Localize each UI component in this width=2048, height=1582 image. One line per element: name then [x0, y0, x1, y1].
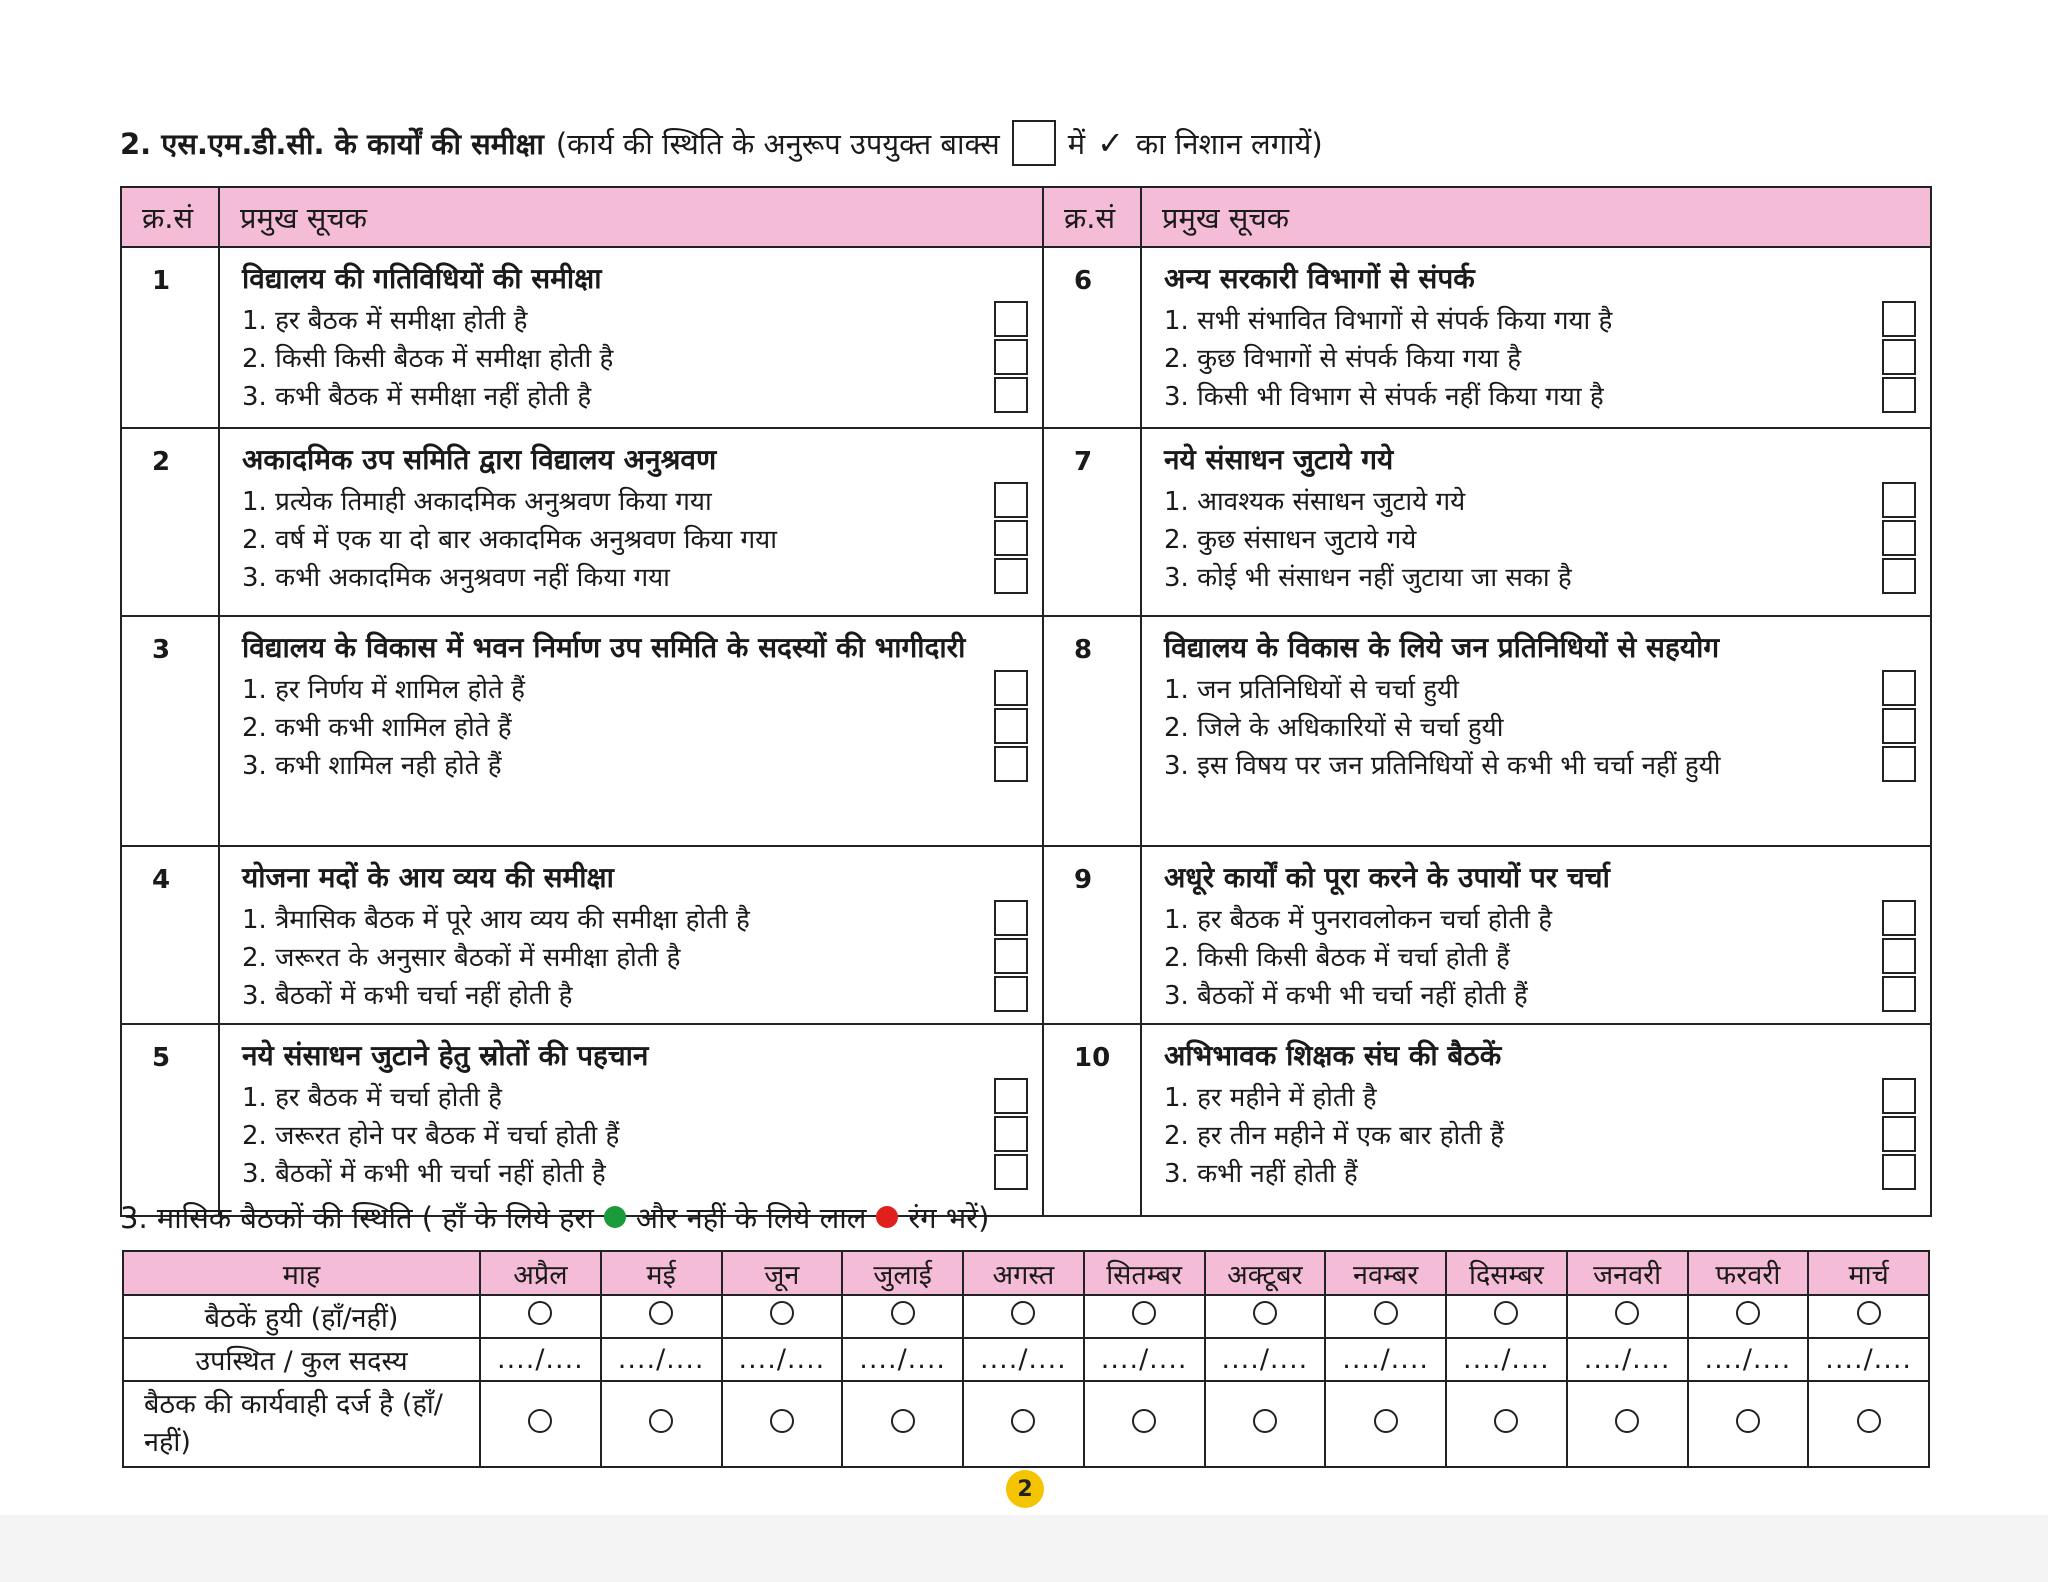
option-checkbox[interactable]	[994, 708, 1028, 744]
indicator-serial-number: 10	[1043, 1024, 1141, 1216]
indicator-cell	[1141, 1024, 1931, 1216]
meeting-held-circle[interactable]	[770, 1301, 794, 1325]
option-checkbox[interactable]	[994, 670, 1028, 706]
option-checkbox[interactable]	[1882, 301, 1916, 337]
meeting-held-circle[interactable]	[1132, 1301, 1156, 1325]
indicator-title: नये संसाधन जुटाये गये	[1164, 443, 1394, 476]
meeting-held-circle[interactable]	[649, 1301, 673, 1325]
indicator-option	[242, 376, 1028, 414]
indicator-option	[1164, 1115, 1916, 1153]
month-header: अक्टूबर	[1205, 1251, 1326, 1295]
attendance-cell[interactable]: ..../....	[722, 1338, 843, 1381]
minutes-recorded-label: बैठक की कार्यवाही दर्ज है (हाँ/नहीं)	[123, 1381, 480, 1467]
month-header-label: माह	[123, 1251, 480, 1295]
option-label: 3. कभी बैठक में समीक्षा नहीं होती है	[242, 382, 592, 412]
meeting-held-cell	[480, 1295, 601, 1338]
meeting-held-cell	[1688, 1295, 1809, 1338]
section3-title: 3. मासिक बैठकों की स्थिति ( हाँ के लिये हरा	[120, 1200, 594, 1235]
meeting-held-circle[interactable]	[1011, 1301, 1035, 1325]
indicator-option	[1164, 899, 1916, 937]
indicator-cell	[219, 247, 1043, 428]
indicator-title: अकादमिक उप समिति द्वारा विद्यालय अनुश्रवण	[242, 443, 717, 476]
indicator-title: नये संसाधन जुटाने हेतु स्रोतों की पहचान	[242, 1039, 649, 1072]
option-checkbox[interactable]	[1882, 339, 1916, 375]
option-checkbox[interactable]	[1882, 1116, 1916, 1152]
option-label: 3. बैठकों में कभी भी चर्चा नहीं होती है	[242, 1159, 606, 1189]
minutes-recorded-cell	[842, 1381, 963, 1467]
option-checkbox[interactable]	[1882, 482, 1916, 518]
option-checkbox[interactable]	[1882, 1078, 1916, 1114]
option-checkbox[interactable]	[994, 377, 1028, 413]
tick-mark-icon: ✓	[1097, 124, 1124, 162]
meeting-held-circle[interactable]	[1494, 1301, 1518, 1325]
option-label: 2. जिले के अधिकारियों से चर्चा हुयी	[1164, 713, 1504, 743]
meeting-held-cell	[722, 1295, 843, 1338]
option-checkbox[interactable]	[1882, 558, 1916, 594]
option-checkbox[interactable]	[1882, 520, 1916, 556]
minutes-recorded-circle[interactable]	[891, 1409, 915, 1433]
indicator-option	[1164, 338, 1916, 376]
option-label: 3. बैठकों में कभी चर्चा नहीं होती है	[242, 981, 573, 1011]
minutes-recorded-circle[interactable]	[1494, 1409, 1518, 1433]
option-label: 1. हर बैठक में समीक्षा होती है	[242, 306, 528, 336]
month-header: दिसम्बर	[1446, 1251, 1567, 1295]
option-label: 1. त्रैमासिक बैठक में पूरे आय व्यय की समीक्षा होती है	[242, 905, 750, 935]
review-table-header	[121, 187, 1931, 247]
option-checkbox[interactable]	[1882, 746, 1916, 782]
indicator-serial-number: 4	[121, 846, 219, 1024]
option-label: 1. प्रत्येक तिमाही अकादमिक अनुश्रवण किया गया	[242, 487, 712, 517]
option-label: 2. कुछ विभागों से संपर्क किया गया है	[1164, 344, 1522, 374]
minutes-recorded-circle[interactable]	[649, 1409, 673, 1433]
month-header: सितम्बर	[1084, 1251, 1205, 1295]
option-label: 3. कभी अकादमिक अनुश्रवण नहीं किया गया	[242, 563, 670, 593]
meetings-held-label: बैठकें हुयी (हाँ/नहीं)	[123, 1295, 480, 1338]
month-header: अप्रैल	[480, 1251, 601, 1295]
indicator-serial-number: 7	[1043, 428, 1141, 616]
indicator-option	[1164, 376, 1916, 414]
option-label: 1. हर बैठक में चर्चा होती है	[242, 1083, 502, 1113]
option-label: 3. बैठकों में कभी भी चर्चा नहीं होती हैं	[1164, 981, 1528, 1011]
red-dot-icon	[876, 1206, 898, 1228]
attendance-cell[interactable]: ..../....	[963, 1338, 1084, 1381]
footer-band	[0, 1515, 2048, 1582]
month-header: मार्च	[1808, 1251, 1929, 1295]
indicator-option	[1164, 975, 1916, 1013]
option-checkbox[interactable]	[1882, 708, 1916, 744]
indicator-serial-number: 2	[121, 428, 219, 616]
indicator-option	[1164, 1153, 1916, 1191]
option-checkbox[interactable]	[994, 938, 1028, 974]
month-header: जून	[722, 1251, 843, 1295]
minutes-recorded-circle[interactable]	[1011, 1409, 1035, 1433]
indicator-title: अधूरे कार्यों को पूरा करने के उपायों पर चर्चा	[1164, 861, 1610, 894]
option-checkbox[interactable]	[1882, 377, 1916, 413]
meeting-held-circle[interactable]	[1857, 1301, 1881, 1325]
meeting-held-circle[interactable]	[1615, 1301, 1639, 1325]
section3-instruction-part2: और नहीं के लिये लाल	[635, 1200, 867, 1235]
indicator-cell	[219, 428, 1043, 616]
option-checkbox[interactable]	[1882, 900, 1916, 936]
option-label: 2. जरूरत होने पर बैठक में चर्चा होती हैं	[242, 1121, 620, 1151]
col-header-indicator-left: प्रमुख सूचक	[219, 187, 1043, 247]
option-label: 2. कभी कभी शामिल होते हैं	[242, 713, 512, 743]
review-row	[121, 428, 1931, 616]
col-header-sn-left: क्र.सं	[121, 187, 219, 247]
option-label: 3. इस विषय पर जन प्रतिनिधियों से कभी भी चर्चा नहीं हुयी	[1164, 751, 1721, 781]
minutes-recorded-cell	[722, 1381, 843, 1467]
indicator-option	[242, 481, 1028, 519]
green-dot-icon	[604, 1206, 626, 1228]
indicator-serial-number: 5	[121, 1024, 219, 1216]
minutes-recorded-cell	[480, 1381, 601, 1467]
section3-instruction-part3: रंग भरें)	[908, 1200, 990, 1235]
option-checkbox[interactable]	[994, 1116, 1028, 1152]
minutes-recorded-cell	[1325, 1381, 1446, 1467]
col-header-indicator-right: प्रमुख सूचक	[1141, 187, 1931, 247]
minutes-recorded-circle[interactable]	[1857, 1409, 1881, 1433]
month-header: जनवरी	[1567, 1251, 1688, 1295]
attendance-cell[interactable]: ..../....	[601, 1338, 722, 1381]
attendance-cell[interactable]: ..../....	[1688, 1338, 1809, 1381]
indicator-cell	[1141, 247, 1931, 428]
indicator-cell	[1141, 846, 1931, 1024]
option-label: 3. कभी नहीं होती हैं	[1164, 1159, 1358, 1189]
section2-instruction-part3: का निशान लगायें)	[1135, 126, 1323, 161]
option-label: 1. आवश्यक संसाधन जुटाये गये	[1164, 487, 1466, 517]
option-label: 2. किसी किसी बैठक में समीक्षा होती है	[242, 344, 614, 374]
attendance-cell[interactable]: ..../....	[1808, 1338, 1929, 1381]
indicator-option	[242, 707, 1028, 745]
attendance-cell[interactable]: ..../....	[1325, 1338, 1446, 1381]
page-number-badge: 2	[1006, 1470, 1044, 1508]
indicator-serial-number: 3	[121, 616, 219, 846]
option-checkbox[interactable]	[1882, 1154, 1916, 1190]
minutes-recorded-row	[123, 1381, 1929, 1467]
option-label: 3. किसी भी विभाग से संपर्क नहीं किया गया है	[1164, 382, 1604, 412]
meeting-held-circle[interactable]	[1374, 1301, 1398, 1325]
indicator-title: विद्यालय के विकास के लिये जन प्रतिनिधियों से सहयोग	[1164, 631, 1720, 664]
option-checkbox[interactable]	[994, 520, 1028, 556]
meeting-held-circle[interactable]	[528, 1301, 552, 1325]
option-label: 1. हर महीने में होती है	[1164, 1083, 1377, 1113]
indicator-title: विद्यालय की गतिविधियों की समीक्षा	[242, 262, 602, 295]
indicator-serial-number: 9	[1043, 846, 1141, 1024]
indicator-option	[1164, 937, 1916, 975]
example-checkbox-icon	[1012, 120, 1056, 166]
month-header: अगस्त	[963, 1251, 1084, 1295]
option-label: 2. हर तीन महीने में एक बार होती हैं	[1164, 1121, 1504, 1151]
option-checkbox[interactable]	[994, 746, 1028, 782]
month-header: फरवरी	[1688, 1251, 1809, 1295]
minutes-recorded-cell	[1567, 1381, 1688, 1467]
meeting-held-cell	[1084, 1295, 1205, 1338]
option-label: 1. जन प्रतिनिधियों से चर्चा हुयी	[1164, 675, 1459, 705]
indicator-option	[242, 338, 1028, 376]
option-checkbox[interactable]	[994, 339, 1028, 375]
option-label: 1. हर बैठक में पुनरावलोकन चर्चा होती है	[1164, 905, 1553, 935]
indicator-option	[242, 899, 1028, 937]
indicator-option	[1164, 745, 1916, 783]
option-label: 3. कभी शामिल नही होते हैं	[242, 751, 502, 781]
meeting-held-cell	[1567, 1295, 1688, 1338]
option-checkbox[interactable]	[1882, 670, 1916, 706]
review-row	[121, 1024, 1931, 1216]
option-checkbox[interactable]	[994, 301, 1028, 337]
section2-heading	[120, 118, 1920, 168]
indicator-option	[242, 669, 1028, 707]
indicator-title: योजना मदों के आय व्यय की समीक्षा	[242, 861, 614, 894]
meeting-held-circle[interactable]	[891, 1301, 915, 1325]
indicator-serial-number: 8	[1043, 616, 1141, 846]
indicator-cell	[1141, 616, 1931, 846]
option-label: 2. जरूरत के अनुसार बैठकों में समीक्षा होती है	[242, 943, 681, 973]
indicator-option	[1164, 1077, 1916, 1115]
section3-heading	[120, 1192, 1920, 1242]
meeting-held-cell	[1446, 1295, 1567, 1338]
meeting-held-cell	[601, 1295, 722, 1338]
indicator-option	[242, 1115, 1028, 1153]
monthly-meetings-table	[122, 1250, 1930, 1468]
option-checkbox[interactable]	[1882, 976, 1916, 1012]
indicator-cell	[219, 616, 1043, 846]
minutes-recorded-cell	[1084, 1381, 1205, 1467]
attendance-label: उपस्थित / कुल सदस्य	[123, 1338, 480, 1381]
month-header: नवम्बर	[1325, 1251, 1446, 1295]
indicator-title: अन्य सरकारी विभागों से संपर्क	[1164, 262, 1475, 295]
minutes-recorded-cell	[1205, 1381, 1326, 1467]
month-header: जुलाई	[842, 1251, 963, 1295]
minutes-recorded-circle[interactable]	[1374, 1409, 1398, 1433]
meetings-held-row	[123, 1295, 1929, 1338]
col-header-sn-right: क्र.सं	[1043, 187, 1141, 247]
month-header: मई	[601, 1251, 722, 1295]
meeting-held-cell	[1205, 1295, 1326, 1338]
review-row	[121, 616, 1931, 846]
minutes-recorded-circle[interactable]	[528, 1409, 552, 1433]
indicator-option	[242, 1077, 1028, 1115]
attendance-row	[123, 1338, 1929, 1381]
section2-title: 2. एस.एम.डी.सी. के कार्यों की समीक्षा	[120, 126, 544, 161]
indicator-option	[242, 975, 1028, 1013]
section2-instruction-part2: में	[1067, 126, 1086, 161]
meeting-held-circle[interactable]	[1736, 1301, 1760, 1325]
option-label: 2. कुछ संसाधन जुटाये गये	[1164, 525, 1417, 555]
meeting-held-cell	[1325, 1295, 1446, 1338]
attendance-cell[interactable]: ..../....	[480, 1338, 601, 1381]
option-label: 1. हर निर्णय में शामिल होते हैं	[242, 675, 525, 705]
indicator-option	[1164, 519, 1916, 557]
indicator-option	[1164, 557, 1916, 595]
option-checkbox[interactable]	[994, 1078, 1028, 1114]
meeting-held-cell	[963, 1295, 1084, 1338]
minutes-recorded-circle[interactable]	[770, 1409, 794, 1433]
option-label: 3. कोई भी संसाधन नहीं जुटाया जा सका है	[1164, 563, 1572, 593]
indicator-title: अभिभावक शिक्षक संघ की बैठकें	[1164, 1039, 1502, 1072]
minutes-recorded-circle[interactable]	[1615, 1409, 1639, 1433]
indicator-option	[1164, 669, 1916, 707]
indicator-cell	[219, 1024, 1043, 1216]
indicator-option	[242, 557, 1028, 595]
indicator-option	[242, 1153, 1028, 1191]
minutes-recorded-cell	[1688, 1381, 1809, 1467]
minutes-recorded-cell	[963, 1381, 1084, 1467]
option-checkbox[interactable]	[994, 1154, 1028, 1190]
indicator-option	[242, 937, 1028, 975]
minutes-recorded-cell	[1446, 1381, 1567, 1467]
attendance-cell[interactable]: ..../....	[1446, 1338, 1567, 1381]
indicator-option	[242, 745, 1028, 783]
option-checkbox[interactable]	[1882, 938, 1916, 974]
option-checkbox[interactable]	[994, 558, 1028, 594]
meeting-held-cell	[1808, 1295, 1929, 1338]
review-table	[120, 186, 1932, 1217]
option-label: 1. सभी संभावित विभागों से संपर्क किया गया है	[1164, 306, 1613, 336]
indicator-title: विद्यालय के विकास में भवन निर्माण उप समिति के सदस्यों की भागीदारी	[242, 631, 966, 664]
meeting-held-cell	[842, 1295, 963, 1338]
indicator-option	[1164, 707, 1916, 745]
indicator-cell	[1141, 428, 1931, 616]
minutes-recorded-cell	[601, 1381, 722, 1467]
option-label: 2. वर्ष में एक या दो बार अकादमिक अनुश्रवण किया गया	[242, 525, 777, 555]
minutes-recorded-cell	[1808, 1381, 1929, 1467]
option-label: 2. किसी किसी बैठक में चर्चा होती हैं	[1164, 943, 1510, 973]
indicator-serial-number: 6	[1043, 247, 1141, 428]
option-checkbox[interactable]	[994, 900, 1028, 936]
attendance-cell[interactable]: ..../....	[1205, 1338, 1326, 1381]
minutes-recorded-circle[interactable]	[1132, 1409, 1156, 1433]
minutes-recorded-circle[interactable]	[1253, 1409, 1277, 1433]
section2-instruction-part1: (कार्य की स्थिति के अनुरूप उपयुक्त बाक्स	[555, 126, 1000, 161]
attendance-cell[interactable]: ..../....	[842, 1338, 963, 1381]
review-row	[121, 247, 1931, 428]
attendance-cell[interactable]: ..../....	[1084, 1338, 1205, 1381]
option-checkbox[interactable]	[994, 976, 1028, 1012]
indicator-serial-number: 1	[121, 247, 219, 428]
monthly-table-header	[123, 1251, 1929, 1295]
indicator-option	[242, 519, 1028, 557]
minutes-recorded-circle[interactable]	[1736, 1409, 1760, 1433]
indicator-cell	[219, 846, 1043, 1024]
indicator-option	[1164, 481, 1916, 519]
attendance-cell[interactable]: ..../....	[1567, 1338, 1688, 1381]
review-row	[121, 846, 1931, 1024]
meeting-held-circle[interactable]	[1253, 1301, 1277, 1325]
indicator-option	[242, 300, 1028, 338]
indicator-option	[1164, 300, 1916, 338]
option-checkbox[interactable]	[994, 482, 1028, 518]
